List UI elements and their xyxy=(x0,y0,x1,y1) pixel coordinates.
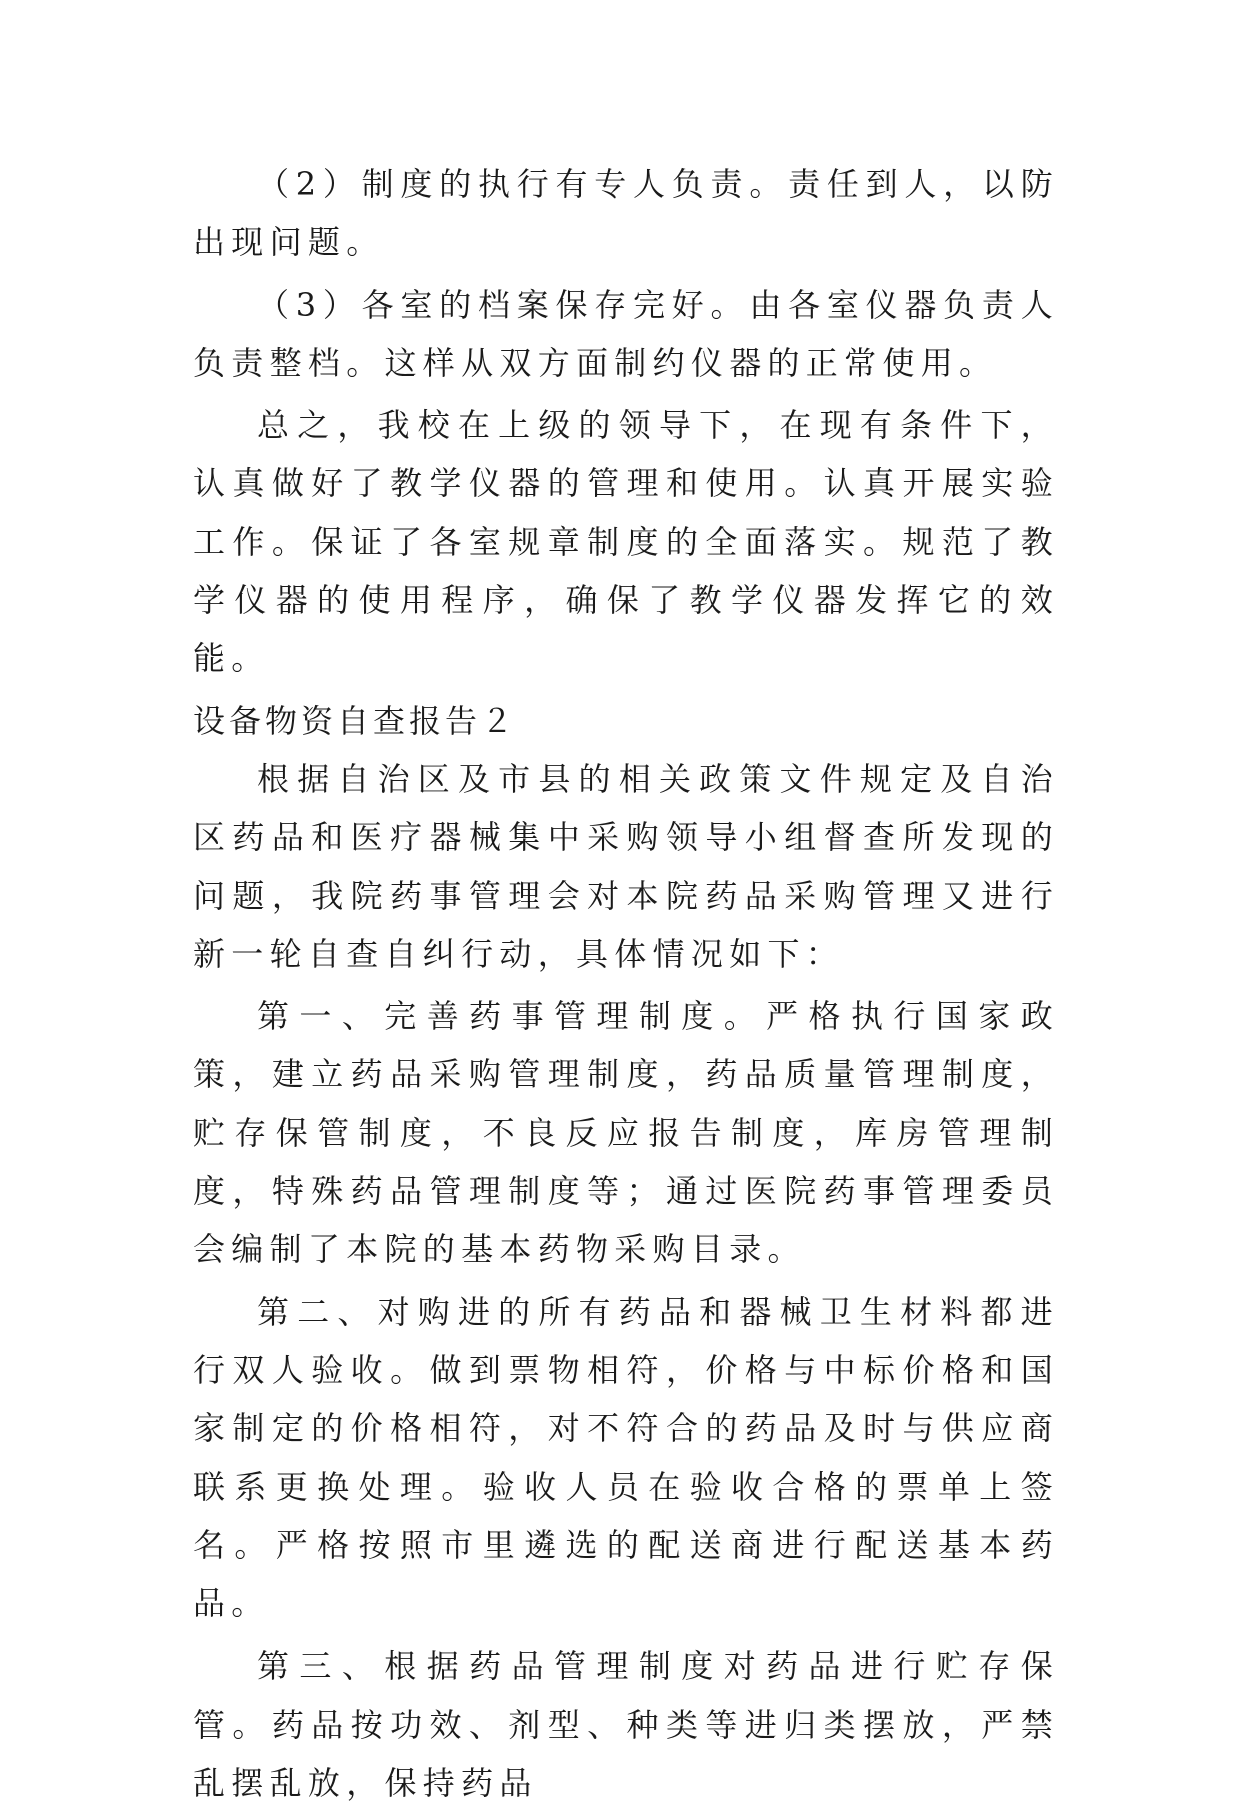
paragraph-summary: 总之，我校在上级的领导下，在现有条件下，认真做好了教学仪器的管理和使用。认真开展实验工作。保证了各室规章制度的全面落实。规范了教学仪器的使用程序，确保了教学仪器发挥它的效能。 xyxy=(193,406,1059,678)
document-body xyxy=(193,155,1059,1812)
paragraph-item-two: 第二、对购进的所有药品和器械卫生材料都进行双人验收。做到票物相符，价格与中标价格和国家制定的价格相符，对不符合的药品及时与供应商联系更换处理。验收人员在验收合格的票单上签名。严格按照市里遴选的配送商进行配送基本药品。 xyxy=(193,1292,1059,1623)
section-heading: 设备物资自查报告２ xyxy=(193,701,518,740)
paragraph-item-three: 第三、根据药品管理制度对药品进行贮存保管。药品按功效、剂型、种类等进归类摆放，严禁乱摆乱放，保持药品 xyxy=(193,1647,1059,1803)
paragraph-item-one: 第一、完善药事管理制度。严格执行国家政策，建立药品采购管理制度，药品质量管理制度，贮存保管制度，不良反应报告制度，库房管理制度，特殊药品管理制度等；通过医院药事管理委员会编制了本院的基本药物采购目录。 xyxy=(193,997,1059,1269)
paragraph-introduction: 根据自治区及市县的相关政策文件规定及自治区药品和医疗器械集中采购领导小组督查所发现的问题，我院药事管理会对本院药品采购管理又进行新一轮自查自纠行动，具体情况如下： xyxy=(193,759,1059,973)
paragraph-system-responsibility: （2）制度的执行有专人负责。责任到人，以防出现问题。 xyxy=(193,165,1059,262)
paragraph-archive-storage: （3）各室的档案保存完好。由各室仪器负责人负责整档。这样从双方面制约仪器的正常使用。 xyxy=(193,285,1059,382)
